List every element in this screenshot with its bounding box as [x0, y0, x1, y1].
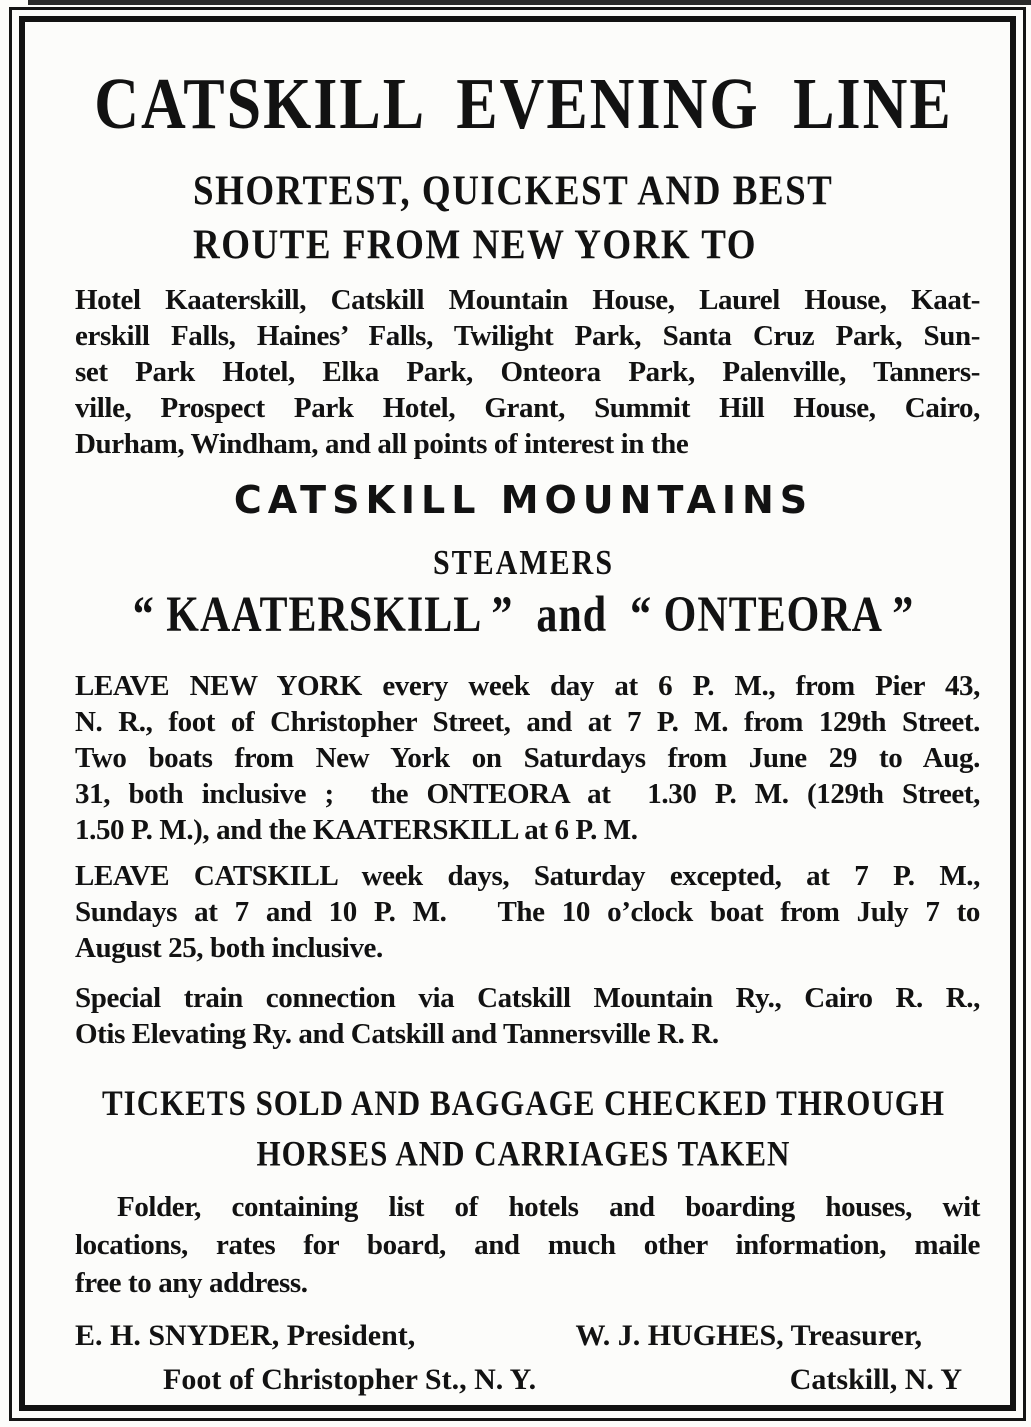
subtitle-line: ROUTE FROM NEW YORK TO [193, 221, 758, 269]
schedule-line: Sundays at 7 and 10 P. M. The 10 o’clock boat from July 7 to [75, 896, 980, 928]
schedule-line: LEAVE NEW YORK every week day at 6 P. M., from Pier 43, [75, 670, 980, 702]
treasurer-address: Catskill, N. Y [789, 1363, 962, 1396]
schedule-line: LEAVE CATSKILL week days, Saturday excepted, at 7 P. M., [75, 860, 980, 892]
steamer-names: “ KAATERSKILL ” and “ ONTEORA ” [132, 587, 915, 643]
folder-line: locations, rates for board, and much other information, maile [75, 1229, 980, 1261]
schedule-line: 1.50 P. M.), and the KAATERSKILL at 6 P. M. [75, 814, 638, 846]
services-heading [75, 1078, 972, 1179]
schedule-line: N. R., foot of Christopher Street, and at 7 P. M. from 129th Street. [75, 706, 980, 738]
president-name: E. H. SNYDER, President, [75, 1319, 416, 1352]
page-title: CATSKILL EVENING LINE [94, 64, 953, 145]
destinations-line: set Park Hotel, Elka Park, Onteora Park, Palenville, Tanners- [75, 356, 980, 388]
destinations-paragraph [75, 282, 980, 462]
officers-block [75, 1316, 980, 1400]
schedule-line: 31, both inclusive ; the ONTEORA at 1.30 P. M. (129th Street, [75, 778, 980, 810]
train-connections-paragraph [75, 980, 980, 1052]
inner-border-rule [19, 16, 1016, 1411]
officers-names-row [75, 1316, 980, 1356]
president-address: Foot of Christopher St., N. Y. [163, 1363, 537, 1396]
schedule-line: August 25, both inclusive. [75, 932, 383, 964]
train-line: Otis Elevating Ry. and Catskill and Tannersville R. R. [75, 1018, 719, 1050]
destinations-line: erskill Falls, Haines’ Falls, Twilight Park, Santa Cruz Park, Sun- [75, 320, 980, 352]
services-heading-line: TICKETS SOLD AND BAGGAGE CHECKED THROUGH [101, 1082, 945, 1123]
train-line: Special train connection via Catskill Mountain Ry., Cairo R. R., [75, 982, 980, 1014]
destinations-line: Hotel Kaaterskill, Catskill Mountain House, Laurel House, Kaat- [75, 284, 980, 316]
region-heading: CATSKILL MOUNTAINS [233, 478, 814, 522]
subtitle-line: SHORTEST, QUICKEST AND BEST [193, 167, 834, 215]
subtitle [193, 164, 972, 272]
new-york-schedule-paragraph [75, 668, 980, 848]
treasurer-name: W. J. HUGHES, Treasurer, [575, 1319, 922, 1352]
services-heading-line: HORSES AND CARRIAGES TAKEN [256, 1133, 791, 1174]
ad-content [25, 22, 1010, 1405]
schedule-line: Two boats from New York on Saturdays from June 29 to Aug. [75, 742, 980, 774]
folder-note-paragraph [75, 1188, 980, 1302]
destinations-line: Durham, Windham, and all points of interest in the [75, 428, 689, 460]
catskill-schedule-paragraph [75, 858, 980, 966]
folder-line: free to any address. [75, 1267, 308, 1299]
destinations-line: ville, Prospect Park Hotel, Grant, Summit Hill House, Cairo, [75, 392, 980, 424]
steamers-label: STEAMERS [432, 544, 615, 582]
folder-line: Folder, containing list of hotels and boarding houses, wit [117, 1191, 980, 1223]
officers-addresses-row [75, 1360, 980, 1400]
scan-edge-artifact [28, 0, 1031, 5]
